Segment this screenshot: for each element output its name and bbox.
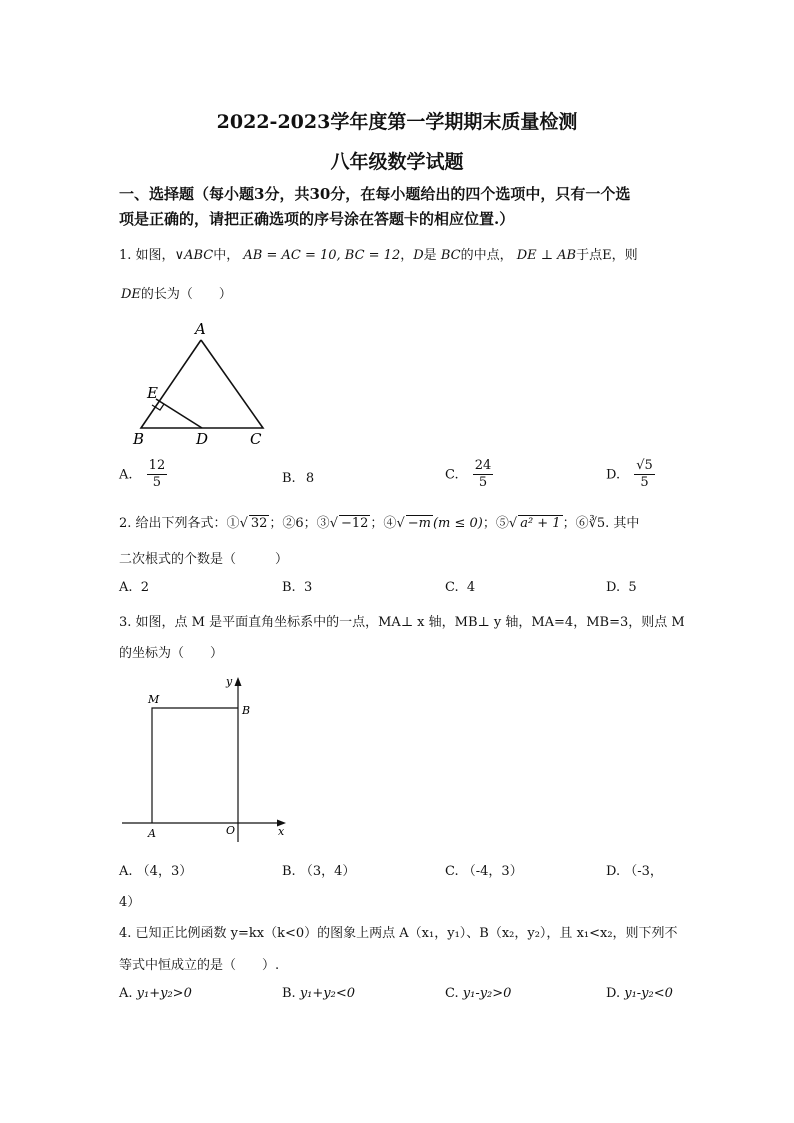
rectangle-ma-mb: [152, 708, 238, 823]
q2-sep-1: ；②6；③: [269, 516, 330, 531]
label-E: E: [147, 384, 158, 402]
section-heading-line1: 一、选择题（每小题3分，共30分，在每小题给出的四个选项中，只有一个选: [119, 185, 631, 203]
q1-option-d-letter: D.: [606, 467, 621, 483]
q1-text: [119, 244, 638, 263]
q4-option-c[interactable]: [445, 986, 511, 1001]
q2-expr-5: a² + 1: [520, 516, 561, 531]
q1-t6: 于点E，则: [576, 248, 638, 263]
q3-option-a[interactable]: [119, 860, 192, 879]
q4-option-a-text: y₁+y₂>0: [136, 986, 192, 1001]
q1-DE: DE: [121, 287, 141, 302]
q4-option-c-letter: C.: [445, 986, 459, 1001]
label-B: B: [133, 430, 145, 448]
q1-condition: AB = AC = 10, BC = 12: [243, 248, 401, 263]
q1-option-d-den: 5: [640, 475, 649, 491]
q3-option-b[interactable]: [282, 860, 355, 879]
q4-option-d[interactable]: [606, 986, 673, 1001]
q1-option-c-letter: C.: [445, 467, 459, 483]
q1-option-a[interactable]: [119, 458, 167, 492]
label-x: x: [278, 825, 285, 838]
q2-expr-3: −12: [340, 516, 369, 531]
q4-option-d-text: y₁-y₂<0: [624, 986, 673, 1001]
q2-lead: 给出下列各式：①: [135, 516, 240, 531]
q4-option-b-letter: B.: [282, 986, 296, 1001]
page-subtitle: 八年级数学试题: [330, 151, 464, 173]
label-C: C: [250, 430, 262, 448]
q1-option-a-den: 5: [152, 475, 162, 491]
q2-number: 2.: [119, 516, 132, 531]
q4-text-line2: 等式中恒成立的是（ ）.: [119, 958, 280, 973]
q1-t2: 中，: [213, 248, 240, 263]
label-O: O: [226, 824, 236, 837]
q2-sep-4: ；⑥: [562, 516, 589, 531]
q2-tail: . 其中: [605, 516, 640, 531]
q2-option-c-letter: C.: [445, 580, 459, 595]
q4-text: [119, 922, 678, 941]
q2-option-b[interactable]: [282, 580, 312, 595]
segment-de: [156, 399, 202, 428]
label-A: A: [195, 320, 206, 338]
q4-number: 4.: [119, 926, 132, 941]
page-title: 2022-2023学年度第一学期期末质量检测: [216, 111, 578, 133]
q2-option-a[interactable]: [119, 580, 149, 595]
q2-option-b-letter: B.: [282, 580, 296, 595]
q1-number: 1.: [119, 248, 132, 263]
label-D: D: [196, 430, 209, 448]
q2-option-d-text: 5: [628, 580, 637, 595]
q3-option-a-text: （4，3）: [136, 864, 193, 879]
q2-option-d-letter: D.: [606, 580, 621, 595]
q2-sep-2: ；④: [370, 516, 397, 531]
q3-line1: 如图，点 M 是平面直角坐标系中的一点，MA⊥ x 轴，MB⊥ y 轴，MA=4，MB=3，则点 M: [135, 615, 685, 630]
q2-expr-4-condition: (m ≤ 0): [432, 516, 483, 531]
triangle-abc-outline: [141, 340, 263, 428]
q3-coordinate-figure: [118, 672, 298, 847]
q2-text-line2: 二次根式的个数是（ ）: [119, 552, 289, 567]
q1-perp: DE ⊥ AB: [516, 248, 577, 263]
label-y: y: [226, 675, 233, 688]
label-A: A: [148, 827, 156, 840]
q1-t7: 的长为（ ）: [140, 287, 232, 302]
section-heading-line2: 项是正确的，请把正确选项的序号涂在答题卡的相应位置.）: [119, 210, 515, 228]
q1-option-c[interactable]: [445, 458, 493, 492]
q3-option-c[interactable]: [445, 860, 523, 879]
q3-option-b-text: （3，4）: [299, 864, 356, 879]
q2-text: 2. 给出下列各式：①√ 32 ；②6；③√ −12 ；④√ −m (m ≤ 0)；⑤√ a² + 1 ；⑥∛5. 其中: [119, 516, 640, 531]
q1-option-b-letter: B.: [282, 471, 296, 486]
q1-option-b[interactable]: [282, 471, 314, 486]
q2-expr-1: 32: [250, 516, 268, 531]
q1-t3: ，: [400, 248, 414, 263]
q1-option-d-fraction: [634, 458, 655, 492]
q1-text-line2: [121, 283, 232, 302]
q1-triangle-figure: [125, 318, 275, 448]
q4-option-a[interactable]: [119, 986, 192, 1001]
label-M: M: [148, 693, 160, 706]
q3-text-line2: 的坐标为（ ）: [119, 646, 224, 661]
q2-option-c[interactable]: [445, 580, 475, 595]
q2-sep-3: ；⑤: [482, 516, 509, 531]
q1-option-d[interactable]: [606, 458, 655, 492]
q3-text: [119, 611, 685, 630]
q3-option-b-letter: B.: [282, 864, 296, 879]
q3-option-c-text: （-4，3）: [462, 864, 523, 879]
q4-line1: 已知正比例函数 y=kx（k<0）的图象上两点 A（x₁，y₁）、B（x₂，y₂），且 x₁<x₂，则下列不: [135, 926, 678, 941]
q1-option-c-den: 5: [478, 475, 488, 491]
q2-option-a-text: 2: [140, 580, 150, 595]
q2-expr-6: ∛5: [588, 516, 606, 531]
q1-BC: BC: [440, 248, 461, 263]
q2-option-c-text: 4: [466, 580, 476, 595]
q3-option-d[interactable]: [606, 860, 663, 879]
q4-option-b-text: y₁+y₂<0: [299, 986, 355, 1001]
q4-option-d-letter: D.: [606, 986, 621, 1001]
q1-option-a-fraction: [147, 458, 168, 492]
q1-t5: 的中点，: [460, 248, 513, 263]
q1-option-a-letter: A.: [119, 467, 133, 483]
q4-option-b[interactable]: [282, 986, 355, 1001]
q1-t4: 是: [423, 248, 437, 263]
q3-option-c-letter: C.: [445, 864, 459, 879]
q1-triangle: ∨ABC: [174, 248, 214, 263]
q1-D: D: [413, 248, 424, 263]
q1-option-d-num: √5: [634, 458, 655, 475]
q2-option-a-letter: A.: [119, 580, 133, 595]
q3-option-d-text: （-3，: [624, 864, 663, 879]
q2-option-b-text: 3: [303, 580, 313, 595]
q1-option-c-num: 24: [473, 458, 494, 475]
q1-option-c-fraction: [473, 458, 494, 492]
q1-t1: 如图，: [135, 248, 175, 263]
q4-option-c-text: y₁-y₂>0: [462, 986, 512, 1001]
q1-option-a-num: 12: [147, 458, 168, 475]
q3-option-d-letter: D.: [606, 864, 621, 879]
q1-option-b-text: 8: [305, 471, 315, 486]
y-axis-arrow: [235, 677, 242, 686]
q2-expr-4: −m: [407, 516, 431, 531]
q3-number: 3.: [119, 615, 132, 630]
q3-option-a-letter: A.: [119, 864, 133, 879]
q3-option-d-wrap: 4）: [119, 895, 141, 910]
q4-option-a-letter: A.: [119, 986, 133, 1001]
q2-option-d[interactable]: [606, 580, 637, 595]
label-B: B: [242, 704, 251, 717]
